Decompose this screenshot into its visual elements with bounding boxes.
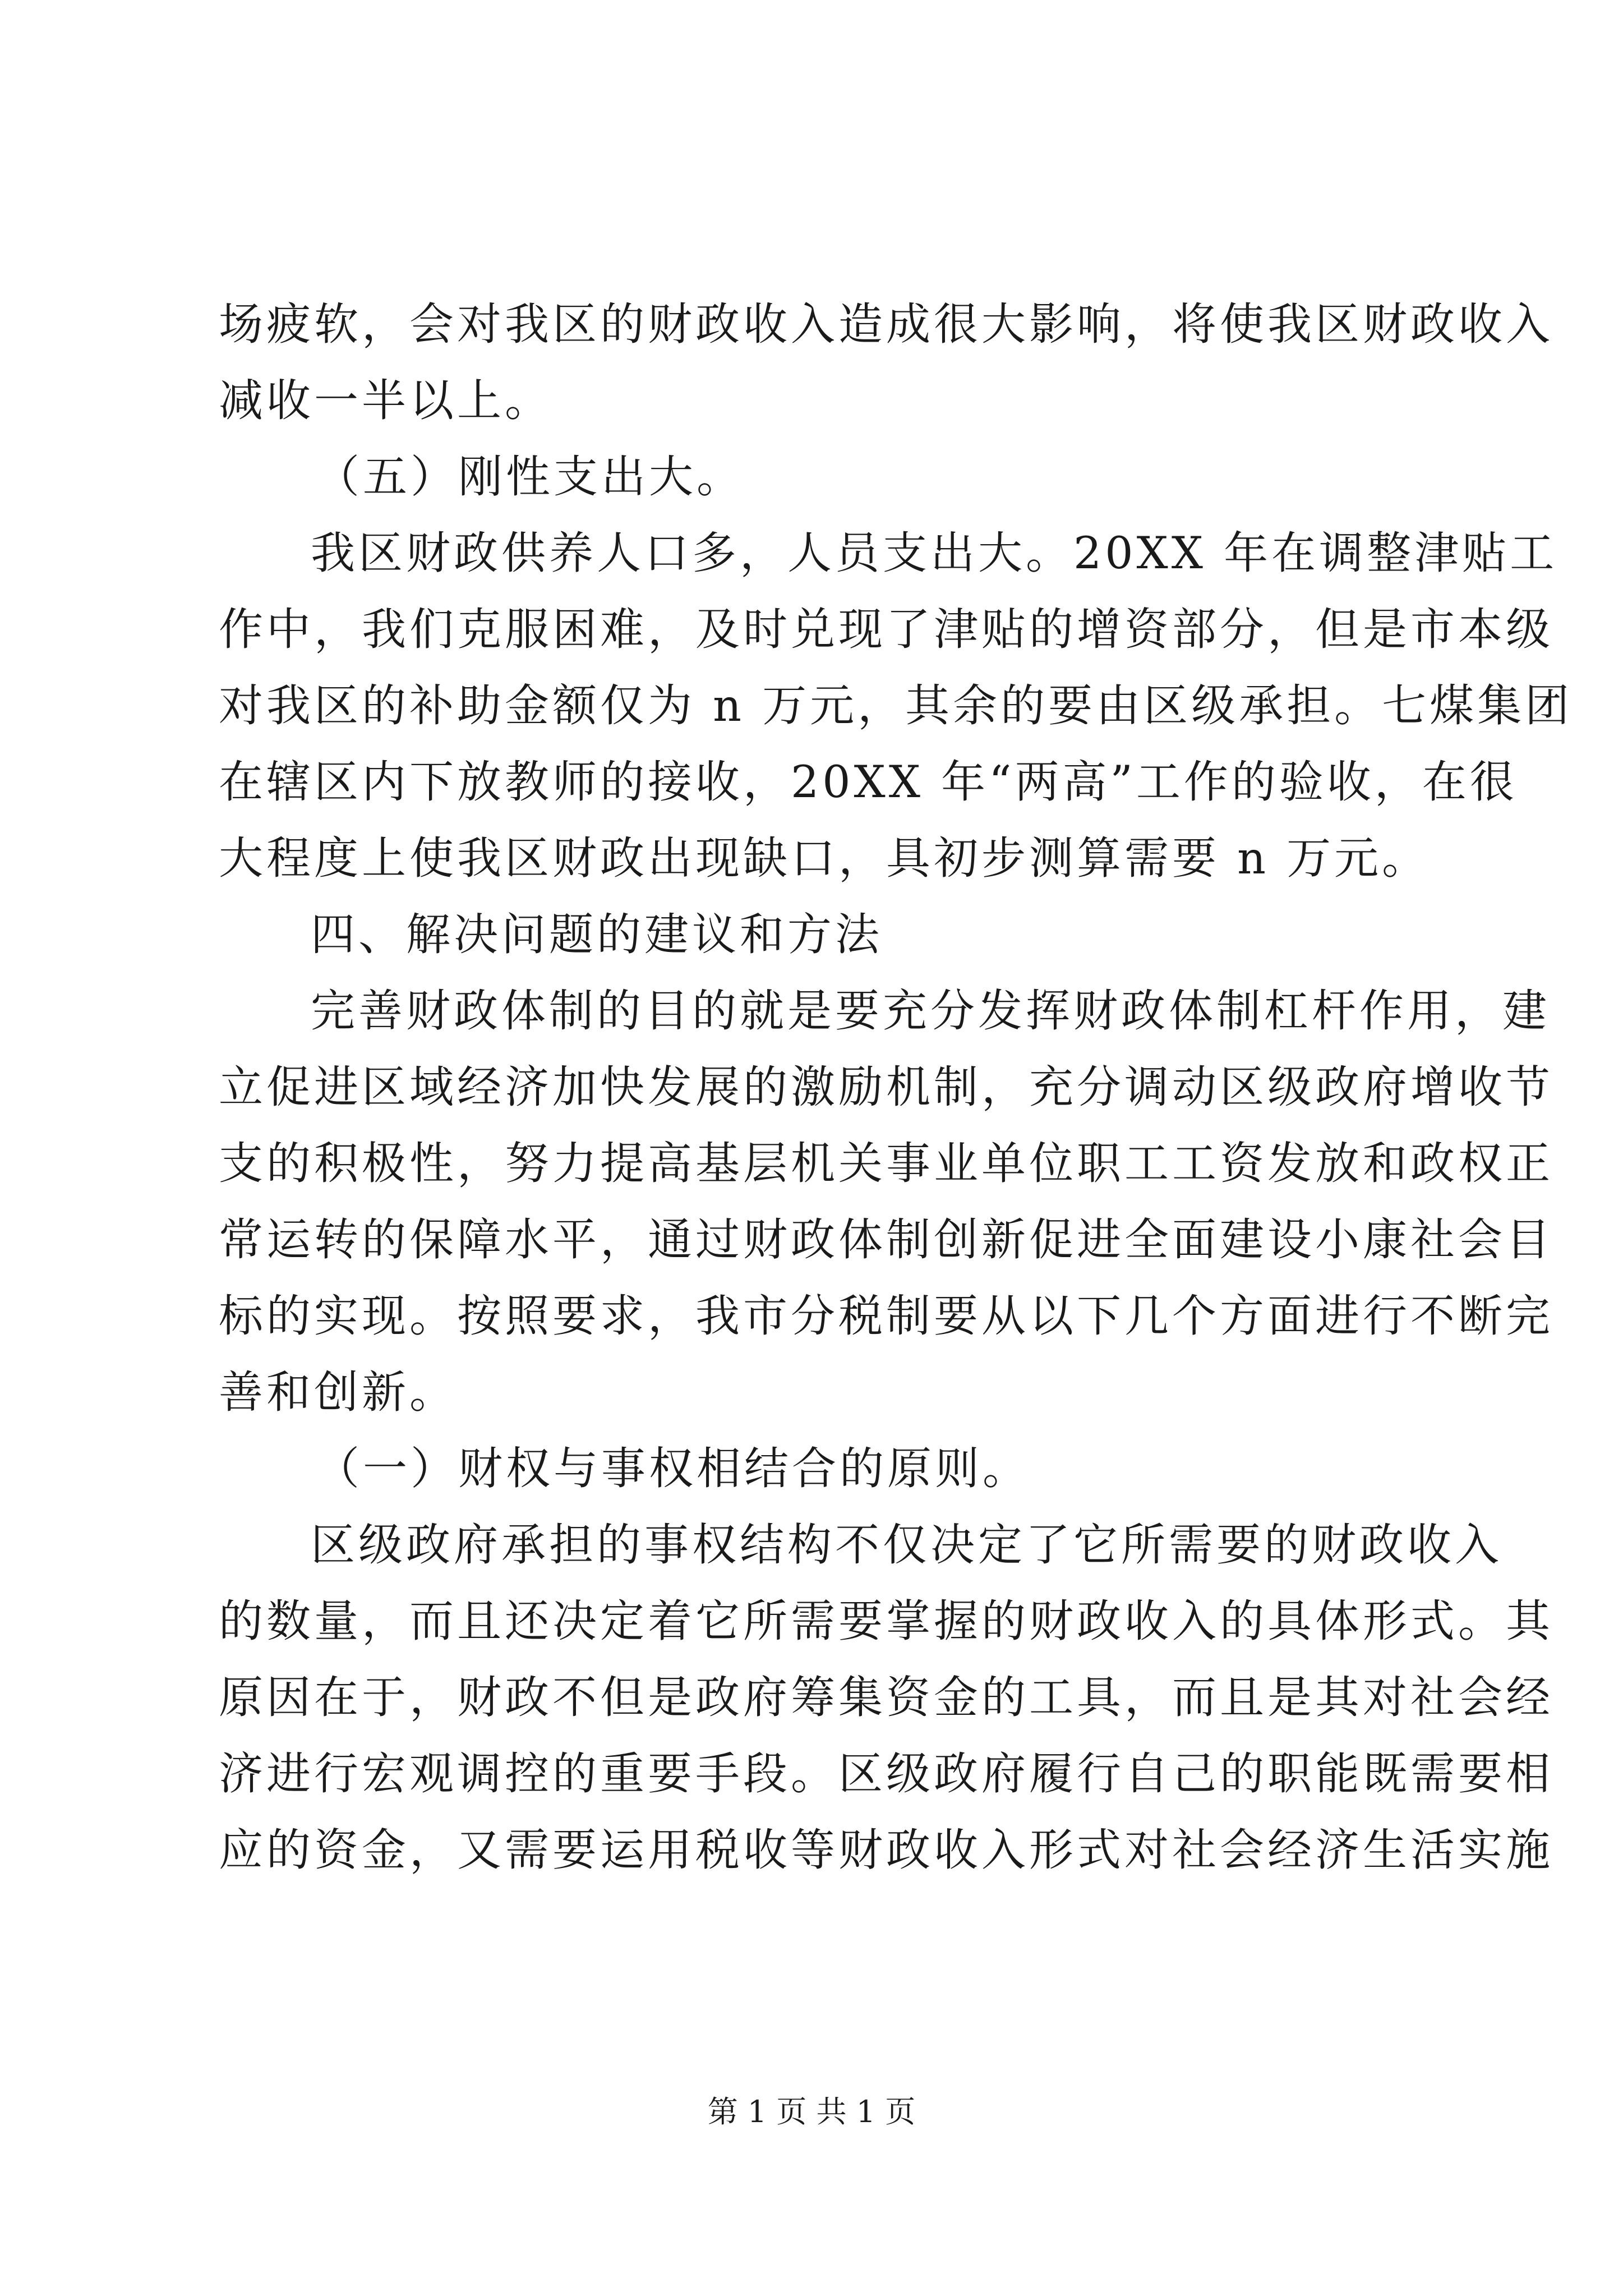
text-line: 作中，我们克服困难，及时兑现了津贴的增资部分，但是市本级	[219, 604, 1553, 655]
text-line: 支的积极性，努力提高基层机关事业单位职工工资发放和政权正	[219, 1138, 1553, 1189]
paragraph-first-line: 我区财政供养人口多，人员支出大。20XX 年在调整津贴工	[311, 527, 1558, 579]
section-heading: （五）刚性支出大。	[315, 451, 744, 503]
text-line: 的数量，而且还决定着它所需要掌握的财政收入的具体形式。其	[219, 1595, 1553, 1647]
text-line: 减收一半以上。	[219, 375, 552, 426]
text-line: 大程度上使我区财政出现缺口，具初步测算需要 n 万元。	[219, 832, 1430, 884]
paragraph-first-line: 区级政府承担的事权结构不仅决定了它所需要的财政收入	[311, 1519, 1502, 1571]
text-line: 对我区的补助金额仅为 n 万元，其余的要由区级承担。七煤集团	[219, 680, 1573, 731]
text-line: 场疲软，会对我区的财政收入造成很大影响，将使我区财政收入	[219, 298, 1553, 350]
text-line: 标的实现。按照要求，我市分税制要从以下几个方面进行不断完	[219, 1290, 1553, 1342]
text-line: 立促进区域经济加快发展的激励机制，充分调动区级政府增收节	[219, 1061, 1553, 1113]
text-line: 善和创新。	[219, 1366, 457, 1418]
text-line: 济进行宏观调控的重要手段。区级政府履行自己的职能既需要相	[219, 1748, 1553, 1800]
text-line: 常运转的保障水平，通过财政体制创新促进全面建设小康社会目	[219, 1214, 1553, 1266]
paragraph-first-line: 完善财政体制的目的就是要充分发挥财政体制杠杆作用，建	[311, 985, 1550, 1037]
section-heading: （一）财权与事权相结合的原则。	[315, 1443, 1030, 1494]
page-footer: 第 1 页 共 1 页	[707, 2094, 916, 2129]
document-body	[219, 286, 1573, 1888]
text-line: 应的资金，又需要运用税收等财政收入形式对社会经济生活实施	[219, 1824, 1553, 1876]
text-line: 在辖区内下放教师的接收，20XX 年“两高”工作的验收，在很	[219, 756, 1518, 808]
section-heading: 四、解决问题的建议和方法	[311, 909, 883, 960]
text-line: 原因在于，财政不但是政府筹集资金的工具，而且是其对社会经	[219, 1672, 1553, 1723]
